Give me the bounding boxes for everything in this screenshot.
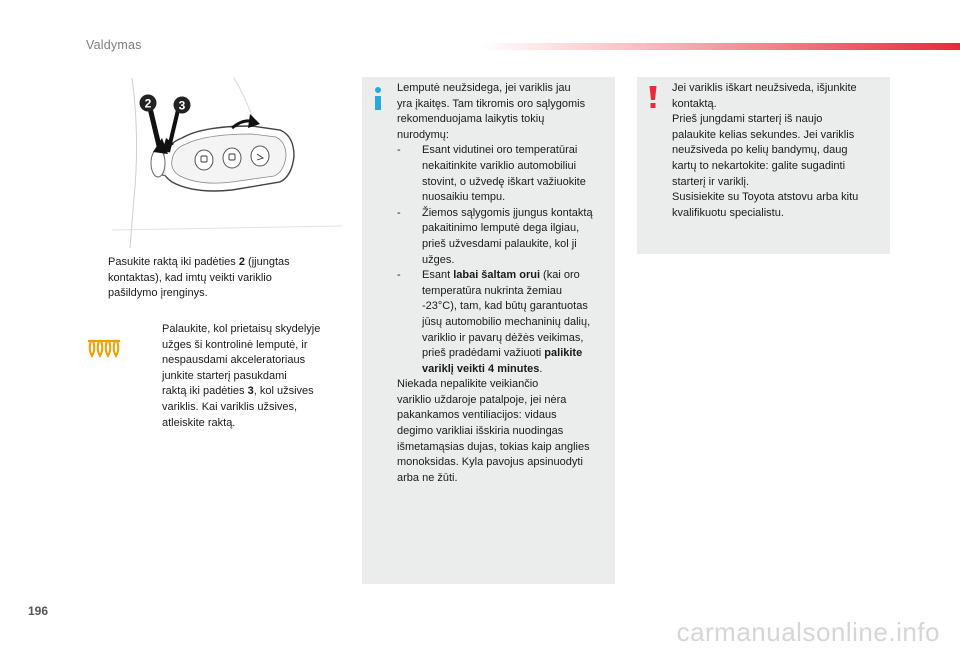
- section-title: Valdymas: [86, 38, 142, 52]
- warning-exclamation-icon: [647, 85, 659, 109]
- header-accent-bar: [480, 43, 960, 50]
- step-wait-and-start: Palaukite, kol prietaisų skydelyje užges ši kontrolinė lemputė, ir nespausdami akceleratoriaus junkite starterį pasukdami raktą iki padėties 3, kol užsives variklis. Kai variklis užsives, atleiskite raktą.: [162, 323, 321, 429]
- ignition-key-illustration: [112, 78, 342, 248]
- position-3-label: 3: [178, 98, 186, 113]
- preheat-coil-icon: [84, 337, 124, 359]
- page-number: 196: [28, 604, 49, 618]
- position-2-label: 2: [144, 96, 152, 111]
- info-note-text: Lemputė neužsidega, jei variklis jau yra įkaitęs. Tam tikromis oro sąlygomis rekomenduojama laikytis tokių nurodymų: - Esant vidutinei oro temperatūrai nekaitinkite variklio automobiliui stovint, o užvedę iškart važiuokite nuosaikiu tempu. - Žiemos sąlygomis įjungus kontaktą pakaitinimo lemputė dega ilgiau, prieš užvesdami palaukite, kol ji užges. - Esant labai šaltam orui (kai oro temperatūra nukrinta žemiau -23°C), tam, kad būtų garantuotas jūsų automobilio mechaninių dalių, variklio ir pavarų dėžės veikimas, prieš pradėdami važiuoti palikite variklį veikti 4 minutes. Niekada nepalikite veikiančio variklio uždaroje patalpoje, jei nėra pakankamos ventiliacijos: vidaus degimo varikliai išskiria nuodingas išmetamąsias dujas, tokias kaip anglies monoksidas. Kyla pavojus apsinuodyti arba ne žūti.: [397, 82, 593, 484]
- watermark: carmanualsonline.info: [676, 617, 940, 647]
- warning-note-text: Jei variklis iškart neužsiveda, išjunkite kontaktą. Prieš jungdami starterį iš naujo palaukite kelias sekundes. Jei variklis neužsiveda po kelių bandymų, daug kartų to nekartokite: galite sugadinti starterį ir variklį. Susisiekite su Toyota atstovu arba kitu kvalifikuotu specialistu.: [672, 82, 859, 219]
- info-icon: [371, 86, 385, 110]
- step-turn-key-position-2: Pasukite raktą iki padėties 2 (įjungtas kontaktas), kad imtų veikti variklio pašildymo įrenginys.: [108, 256, 290, 300]
